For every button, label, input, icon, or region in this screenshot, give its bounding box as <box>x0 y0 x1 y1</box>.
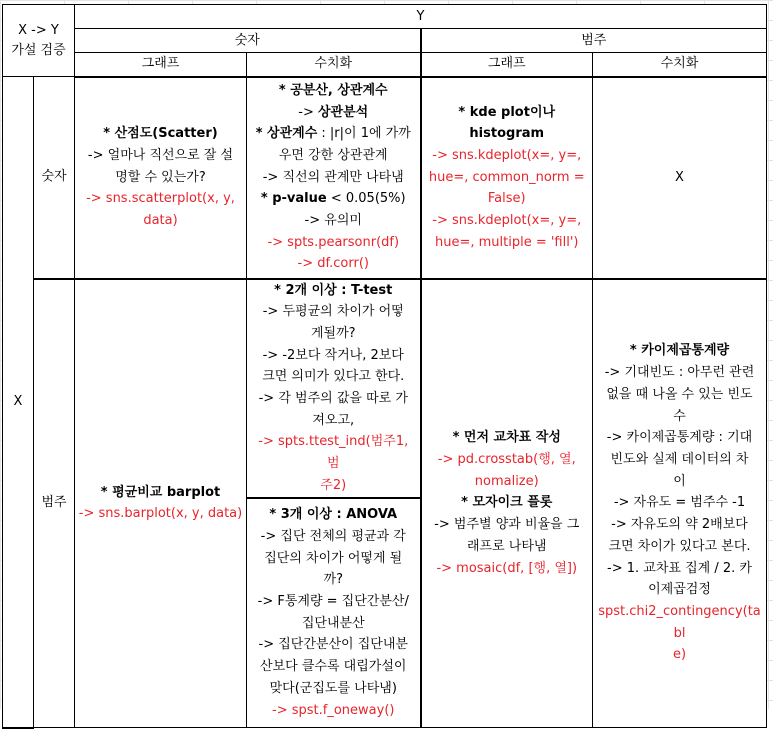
cell-category-number-graph <box>75 279 247 728</box>
hypothesis-test-table <box>2 4 767 729</box>
cell-line: * 모자이크 플롯 <box>461 495 553 511</box>
cell-line: -> 자유도 = 범주수 -1 <box>613 495 746 511</box>
cell-line: * 먼저 교차표 작성 <box>452 430 561 446</box>
cell-category-category-numeric <box>593 279 767 728</box>
y-number-header: 숫자 <box>75 29 421 53</box>
cell-number-number-numeric <box>247 77 421 279</box>
cell-line: 까? <box>323 572 343 588</box>
cell-line: 크면 의미가 있다고 한다. <box>262 369 405 385</box>
cell-line: 명할 수 있는가? <box>115 169 206 185</box>
corner-header <box>3 5 75 77</box>
cell-line: 맞다(군집도를 나타냄) <box>269 680 397 696</box>
cell-line: -> spts.pearsonr(df) <box>267 234 400 250</box>
cell-number-number-graph <box>75 77 247 279</box>
cell-line: * 카이제곱통계량 <box>629 343 730 359</box>
cell-line: -> 집단간분산이 집단내분 <box>258 637 408 653</box>
cell-line: 수 <box>673 408 686 424</box>
graph-header: 그래프 <box>421 53 593 77</box>
cell-line: -> F통계량 = 집단간분산/ <box>257 594 409 610</box>
cell-line: hue=, multiple = 'fill') <box>434 234 579 250</box>
graph-header: 그래프 <box>75 53 247 77</box>
cell-line: -> spst.f_oneway() <box>272 702 395 718</box>
cell-line: -> 유의미 <box>304 213 362 229</box>
x-row-label: X <box>3 77 34 728</box>
cell-line: * 상관계수 : |r|이 1에 가까 <box>255 126 411 142</box>
cell-line: * 3개 이상 : ANOVA <box>269 507 398 523</box>
y-title: Y <box>75 5 767 29</box>
cell-line: 빈도와 실제 데이터의 차 <box>610 452 749 467</box>
cell-line: 주2) <box>320 477 347 493</box>
cell-line: -> mosaic(df, [행, 열]) <box>436 560 578 576</box>
cell-line: -> sns.kdeplot(x=, y=, <box>432 147 582 163</box>
cell-line: * 평균비교 barplot <box>100 484 221 500</box>
cell-line: -> 상관분석 <box>298 104 369 120</box>
x-category-label: 범주 <box>34 279 75 728</box>
cell-line: -> 1. 교차표 집계 / 2. 카 <box>607 560 752 576</box>
numeric-header: 수치화 <box>247 53 421 77</box>
cell-line: -> pd.crosstab(행, 열, <box>437 452 576 467</box>
cell-line: * p-value < 0.05(5%) <box>260 191 406 207</box>
x-number-label: 숫자 <box>34 77 75 279</box>
cell-line: X <box>675 169 684 185</box>
cell-line: * 2개 이상 : T-test <box>274 282 393 298</box>
cell-line: -> 기대빈도 : 아무런 관련 <box>604 365 755 381</box>
cell-line: 산보다 클수록 대립가설이 <box>260 659 407 675</box>
cell-line: 이제곱검정 <box>648 582 711 598</box>
cell-line: * 산점도(Scatter) <box>103 126 218 142</box>
cell-line: -> sns.barplot(x, y, data) <box>78 506 243 522</box>
cell-line: -> 카이제곱통계량 : 기대 <box>606 430 753 446</box>
y-category-header: 범주 <box>421 29 767 53</box>
cell-line: -> spts.ttest_ind(범주1, 범 <box>258 434 409 472</box>
cell-line: -> 직선의 관계만 나타냄 <box>262 169 404 185</box>
cell-line: -> sns.kdeplot(x=, y=, <box>432 213 582 229</box>
cell-line: False) <box>487 191 526 207</box>
cell-line: 게될까? <box>310 325 356 341</box>
cell-line: 져오고, <box>312 412 355 428</box>
cell-category-category-graph <box>421 279 593 728</box>
cell-line: spst.chi2_contingency(tabl <box>598 603 761 641</box>
cell-line: 우면 강한 상관관계 <box>278 147 388 163</box>
corner-line-1: X -> Y <box>18 22 59 38</box>
cell-line: 집단의 차이가 어떻게 될 <box>264 550 403 566</box>
cell-line: * kde plot이나 <box>458 104 556 120</box>
cell-line: nomalize) <box>474 473 539 489</box>
cell-line: data) <box>143 213 178 229</box>
cell-number-category-graph <box>421 77 593 279</box>
cell-line: -> 집단 전체의 평균과 각 <box>260 528 406 544</box>
cell-line: -> 두평균의 차이가 어떻 <box>262 304 404 320</box>
cell-line: -> 범주별 양과 비율을 그 <box>434 517 580 533</box>
cell-line: * 공분산, 상관계수 <box>278 82 388 98</box>
cell-line: -> df.corr() <box>297 256 369 272</box>
cell-line: 래프로 나타냄 <box>467 538 547 554</box>
cell-line: hue=, common_norm = <box>428 169 585 185</box>
cell-number-category-numeric <box>593 77 767 279</box>
cell-line: 크면 차이가 있다고 본다. <box>608 538 751 554</box>
cell-category-number-anova <box>247 498 421 728</box>
cell-line: 집단내분산 <box>301 615 365 631</box>
cell-line: 없을 때 나올 수 있는 빈도 <box>606 386 753 402</box>
cell-line: -> -2보다 작거나, 2보다 <box>262 347 404 363</box>
cell-line: -> 자유도의 약 2배보다 <box>611 517 748 533</box>
corner-line-2: 가설 검증 <box>11 42 66 58</box>
numeric-header: 수치화 <box>593 53 767 77</box>
cell-line: 이 <box>673 473 686 489</box>
cell-line: histogram <box>469 126 545 142</box>
cell-line: -> 각 범주의 값을 따로 가 <box>258 391 408 407</box>
cell-category-number-ttest <box>247 279 421 498</box>
cell-line: -> 얼마나 직선으로 잘 설 <box>87 147 234 163</box>
cell-line: e) <box>672 647 687 663</box>
cell-line: -> sns.scatterplot(x, y, <box>86 191 235 207</box>
